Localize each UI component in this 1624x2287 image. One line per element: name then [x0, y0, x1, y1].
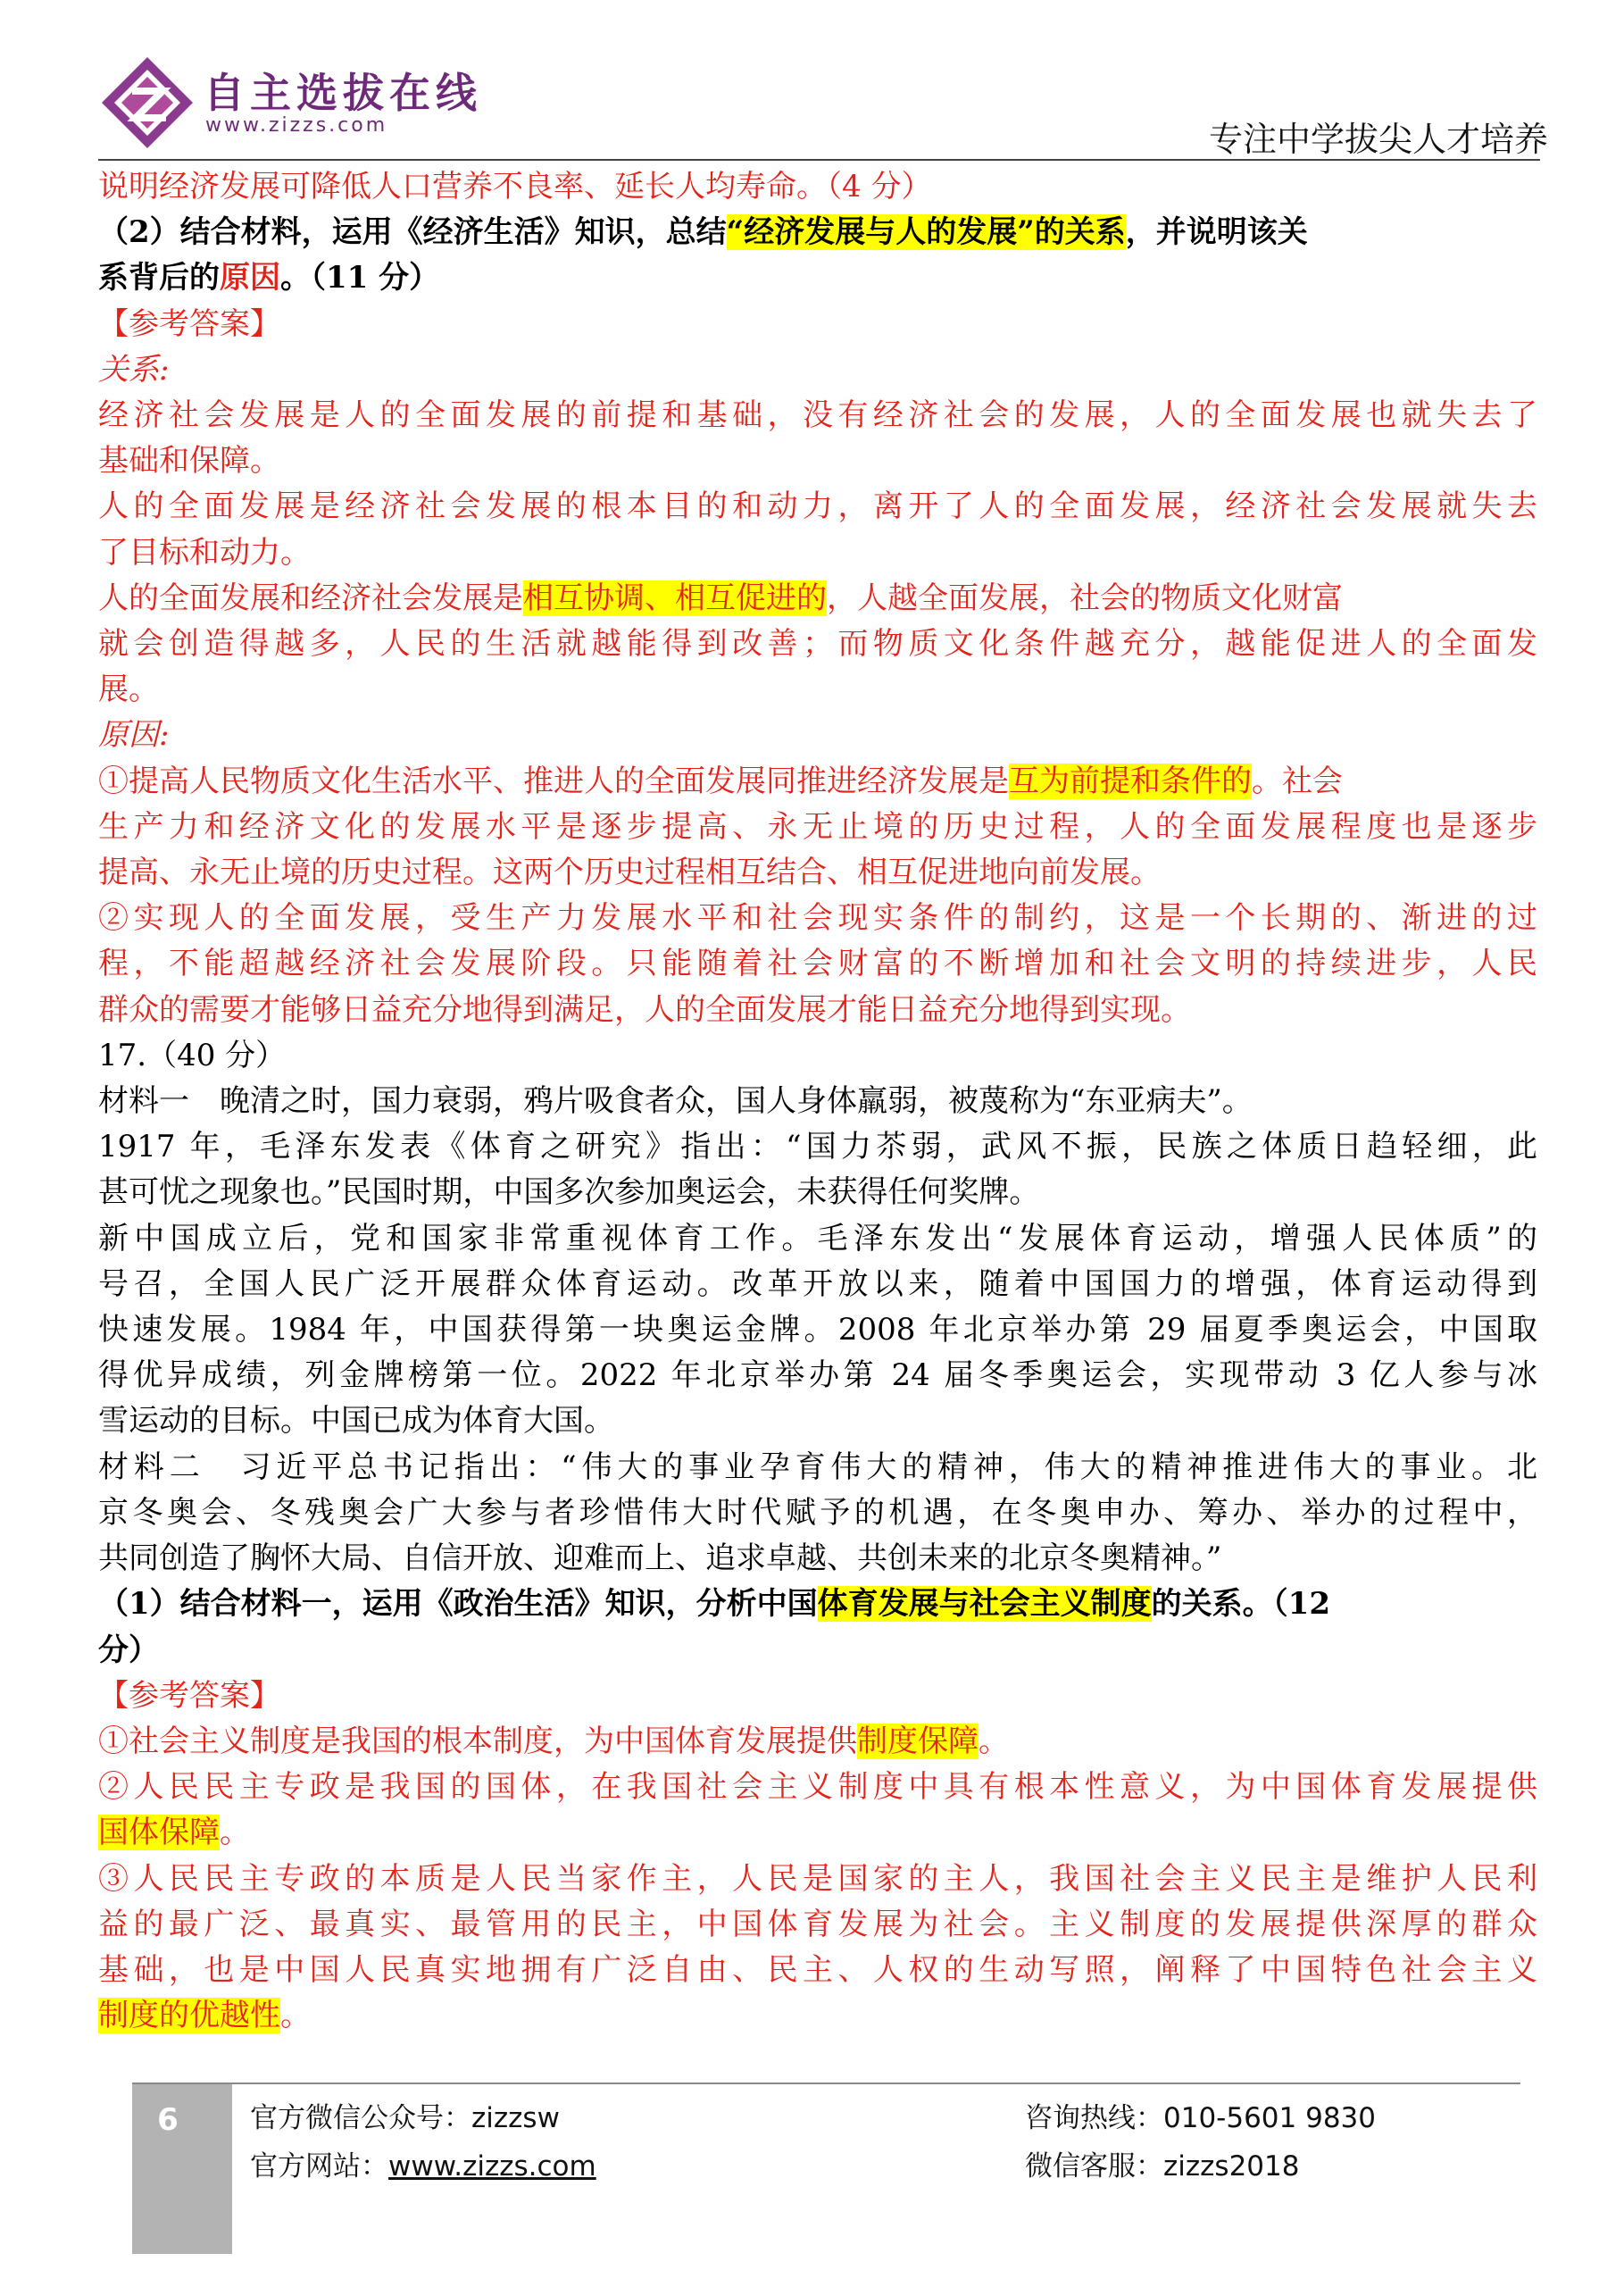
question-17-heading: 17.（40 分）: [98, 1037, 287, 1073]
question-1-line: （1）结合材料一，运用《政治生活》知识，分析中国体育发展与社会主义制度的关系。（12: [98, 1586, 1330, 1623]
question-1-line: 分）: [98, 1632, 159, 1668]
material-line: 材料一 晚清之时，国力衰弱，鸦片吸食者众，国人身体羸弱，被蔑称为“东亚病夫”。: [98, 1083, 1253, 1120]
material-line: 1917 年，毛泽东发表《体育之研究》指出：“国力苶弱，武风不振，民族之体质日趋轻细，此: [98, 1129, 1537, 1165]
material-line: 京冬奥会、冬残奥会广大参与者珍惜伟大时代赋予的机遇，在冬奥申办、筹办、举办的过程中，: [98, 1494, 1537, 1531]
answer-line: 提高、永无止境的历史过程。这两个历史过程相互结合、相互促进地向前发展。: [98, 855, 1161, 891]
highlight: 制度保障: [857, 1723, 979, 1759]
answer-line: ①提高人民物质文化生活水平、推进人的全面发展同推进经济发展是互为前提和条件的。社会: [98, 763, 1343, 799]
highlight: 体育发展与社会主义制度: [817, 1586, 1152, 1623]
question-2-line: （2）结合材料，运用《经济生活》知识，总结“经济发展与人的发展”的关系，并说明该关: [98, 214, 1308, 251]
material-line: 得优异成绩，列金牌榜第一位。2022 年北京举办第 24 届冬季奥运会，实现带动 3 亿人参与冰: [98, 1357, 1537, 1394]
answer-line: 制度的优越性。: [98, 1998, 311, 2034]
answer-line: ②实现人的全面发展，受生产力发展水平和社会现实条件的制约，这是一个长期的、渐进的过: [98, 900, 1537, 937]
answer-line: 基础，也是中国人民真实地拥有广泛自由、民主、人权的生动写照，阐释了中国特色社会主义: [98, 1951, 1537, 1988]
document-body: [98, 164, 1537, 2039]
page-header: [0, 0, 1624, 165]
highlight: 互为前提和条件的: [1009, 763, 1252, 799]
answer-line: ③人民民主专政的本质是人民当家作主，人民是国家的主人，我国社会主义民主是维护人民利: [98, 1860, 1537, 1897]
answer-line: 益的最广泛、最真实、最管用的民主，中国体育发展为社会。主义制度的发展提供深厚的群众: [98, 1906, 1537, 1942]
page-number-box: [132, 2084, 232, 2254]
answer-line: 经济社会发展是人的全面发展的前提和基础，没有经济社会的发展，人的全面发展也就失去了: [98, 397, 1537, 434]
answer-line: 程，不能超越经济社会发展阶段。只能随着社会财富的不断增加和社会文明的持续进步，人民: [98, 946, 1537, 982]
material-line: 号召，全国人民广泛开展群众体育运动。改革开放以来，随着中国国力的增强，体育运动得到: [98, 1265, 1537, 1302]
reason-label: 原因:: [98, 717, 170, 754]
official-website: 官方网站：www.zizzs.com: [250, 2150, 596, 2183]
hotline: 咨询热线：010-5601 9830: [1025, 2102, 1376, 2134]
material-line: 快速发展。1984 年，中国获得第一块奥运金牌。2008 年北京举办第 29 届夏季奥运会，中国取: [98, 1312, 1537, 1348]
text-line: 说明经济发展可降低人口营养不良率、延长人均寿命。（4 分）: [98, 169, 932, 204]
material-line: 共同创造了胸怀大局、自信开放、迎难而上、追求卓越、共创未来的北京冬奥精神。”: [98, 1540, 1222, 1577]
answer-line: 国体保障。: [98, 1815, 250, 1851]
logo-url: www.zizzs.com: [205, 114, 388, 137]
answer-line: ②人民民主专政是我国的国体，在我国社会主义制度中具有根本性意义，为中国体育发展提供: [98, 1769, 1537, 1806]
header-slogan: 专注中学拔尖人才培养: [1208, 120, 1548, 159]
logo-title: 自主选拔在线: [204, 69, 482, 117]
wechat-service: 微信客服：zizzs2018: [1025, 2150, 1300, 2183]
answer-line: 群众的需要才能够日益充分地得到满足，人的全面发展才能日益充分地得到实现。: [98, 991, 1191, 1028]
answer-line: 基础和保障。: [98, 443, 280, 480]
answer-line: 人的全面发展是经济社会发展的根本目的和动力，离开了人的全面发展，经济社会发展就失去: [98, 488, 1537, 525]
reference-answer-heading: 【参考答案】: [98, 1677, 280, 1714]
highlight: “经济发展与人的发展”的关系: [726, 214, 1126, 251]
answer-line: ①社会主义制度是我国的根本制度，为中国体育发展提供制度保障。: [98, 1723, 1009, 1759]
highlight: 制度的优越性: [98, 1998, 280, 2034]
highlight: 国体保障: [98, 1815, 220, 1851]
answer-line: 生产力和经济文化的发展水平是逐步提高、永无止境的历史过程，人的全面发展程度也是逐步: [98, 808, 1537, 845]
footer-divider: [132, 2083, 1520, 2084]
question-2-line: 系背后的原因。（11 分）: [98, 260, 440, 296]
website-link[interactable]: www.zizzs.com: [388, 2150, 596, 2183]
header-divider: [98, 159, 1540, 161]
material-line: 材料二 习近平总书记指出：“伟大的事业孕育伟大的精神，伟大的精神推进伟大的事业。北: [98, 1448, 1537, 1485]
answer-line: 人的全面发展和经济社会发展是相互协调、相互促进的，人越全面发展，社会的物质文化财富: [98, 580, 1343, 616]
page-number: 6: [157, 2102, 179, 2138]
wechat-account: 官方微信公众号：zizzsw: [250, 2102, 560, 2134]
relation-label: 关系:: [98, 351, 170, 388]
reference-answer-heading: 【参考答案】: [98, 305, 280, 342]
answer-line: 就会创造得越多，人民的生活就越能得到改善；而物质文化条件越充分，越能促进人的全面发: [98, 626, 1537, 663]
material-line: 新中国成立后，党和国家非常重视体育工作。毛泽东发出“发展体育运动，增强人民体质”的: [98, 1220, 1537, 1256]
material-line: 雪运动的目标。中国已成为体育大国。: [98, 1403, 614, 1440]
zizzs-logo-icon: [98, 54, 196, 152]
highlight: 相互协调、相互促进的: [523, 580, 827, 616]
answer-line: 展。: [98, 672, 159, 708]
material-line: 甚可忧之现象也。”民国时期，中国多次参加奥运会，未获得任何奖牌。: [98, 1174, 1040, 1211]
answer-line: 了目标和动力。: [98, 534, 311, 571]
